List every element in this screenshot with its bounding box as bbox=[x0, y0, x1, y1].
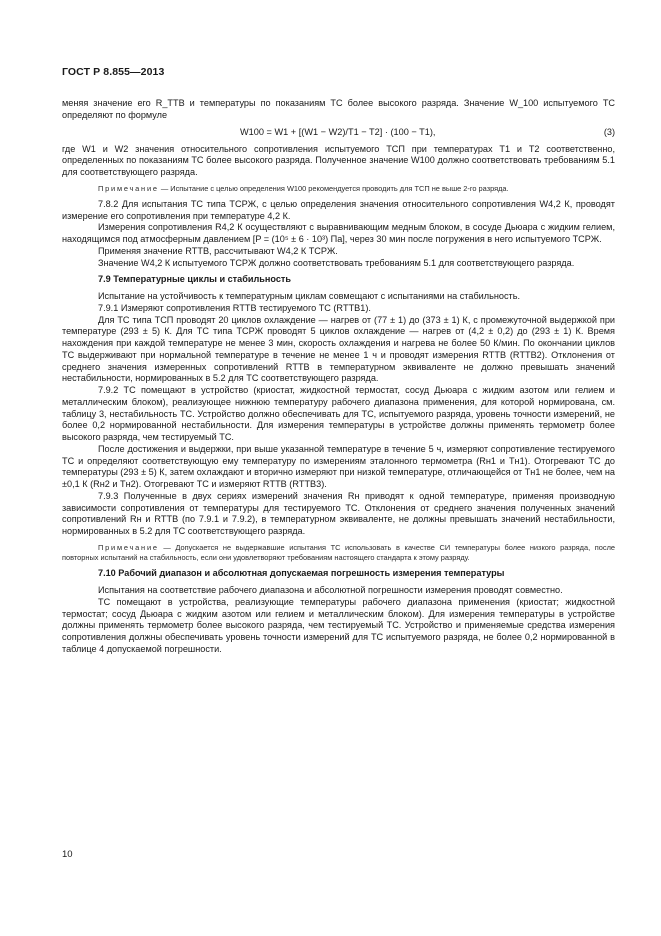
paragraph-7-9-2: 7.9.2 ТС помещают в устройство (криостат, жидкостной термостат, сосуд Дьюара с жидким азотом или гелием и металлическим блоком), реализующее нижнюю температуру рабочего диапазона применения, для которой нормирована, см. таблицу 3, нестабильность ТС. Устройство должно обеспечивать для ТС, испытуемого разряда, уровень точности измерений, не более 0,2 нормированной нестабильности. Для измерения температуры в устройстве должны применять термометр более высокого разряда, чем тестируемый ТС. bbox=[62, 385, 615, 443]
formula-3 bbox=[62, 126, 615, 141]
section-heading-7-9: 7.9 Температурные циклы и стабильность bbox=[98, 274, 291, 285]
paragraph-calc: Применяя значение RТТВ, рассчитывают W4,2 К ТСРЖ. bbox=[98, 245, 338, 256]
note-failed-tests bbox=[62, 543, 615, 563]
note-text: — Испытание с целью определения W100 рекомендуется проводить для ТСП не выше 2-го разряда. bbox=[158, 183, 509, 193]
note-w100 bbox=[62, 184, 615, 194]
intro-paragraph: меняя значение его R_ТТВ и температуры по показаниям ТС более высокого разряда. Значение W_100 испытуемого ТС определяют по формуле bbox=[62, 98, 615, 120]
section-heading-7-10: 7.10 Рабочий диапазон и абсолютная допускаемая погрешность измерения температуры bbox=[98, 568, 505, 579]
paragraph-range-procedure: ТС помещают в устройства, реализующие температуры рабочего диапазона применения (криостат; жидкостной термостат; сосуд Дьюара с жидким азотом или гелием и металлическим блоком). Для измерения температуры в устройстве должны применять термометр более высокого разряда, чем тестируемый ТС. Устройство и применяемые средства измерения сопротивления должны обеспечивать уровень точности измерений для ТС испытуемого разряда, не более 0,2 нормированной в таблице 4 допускаемой погрешности. bbox=[62, 596, 615, 654]
paragraph-cycles-intro: Испытание на устойчивость к температурным циклам совмещают с испытаниями на стабильность. bbox=[98, 291, 520, 302]
page-content bbox=[62, 98, 615, 656]
standard-header: ГОСТ Р 8.855—2013 bbox=[62, 66, 165, 78]
note-label: Примечание bbox=[98, 183, 159, 193]
paragraph-w42-requirement: Значение W4,2 К испытуемого ТСРЖ должно соответствовать требованиям 5.1 для соответствующего разряда. bbox=[98, 257, 575, 268]
page-number: 10 bbox=[62, 849, 73, 860]
note-text: — Допускается не выдержавшие испытания ТС использовать в качестве СИ температуры более низкого разряда, после повторных испытаний на стабильность, если они удовлетворяют требованиям настоящего стандарта к этому разряду. bbox=[62, 542, 615, 563]
paragraph-7-9-1: 7.9.1 Измеряют сопротивления RТТВ тестируемого ТС (RТТВ1). bbox=[98, 302, 371, 313]
note-label: Примечание bbox=[98, 542, 159, 552]
formula-number: (3) bbox=[603, 126, 615, 137]
formula-explanation: где W1 и W2 значения относительного сопротивления испытуемого ТСП при температурах T1 и T2 соответственно, определенных по показаниям ТС более высокого разряда. Полученное значение W100 должно соответствовать требованиям 5.1 для соответствующего разряда. bbox=[62, 143, 615, 177]
paragraph-7-9-3: 7.9.3 Полученные в двух сериях измерений значения Rн приводят к одной температуре, применяя производную зависимости сопротивления от температуры для тестируемого ТС. Отклонения от среднего значения полученных значений сопротивлений Rн и RТТВ (по 7.9.1 и 7.9.2), в температурном эквиваленте, не должны превышать значений нестабильности, нормированных в 5.2 для ТС соответствующего разряда. bbox=[62, 490, 615, 537]
formula-text: W100 = W1 + [(W1 − W2)/T1 − T2] · (100 − T1), bbox=[240, 126, 436, 137]
paragraph-cycles: Для ТС типа ТСП проводят 20 циклов охлаждение — нагрев от (77 ± 1) до (373 ± 1) К, с промежуточной выдержкой при температуре (293 ± 5) К. Для ТС типа ТСРЖ проводят 5 циклов охлаждение — нагрев от (4,2 ± 0,2) до (293 ± 1) К. Время нахождения при каждой температуре не менее 3 мин, скорость охлаждения и нагрева не более 50 К/мин. По окончании циклов ТС выдерживают при нормальной температуре в течение не менее 1 ч и проводят измерения RТТВ (RТТВ2). Отклонения от среднего значения измеренных сопротивлений RТТВ в температурном эквиваленте не должно превышать значений нестабильности, нормированных в 5.2 для ТС соответствующего разряда. bbox=[62, 314, 615, 384]
paragraph-7-8-2: 7.8.2 Для испытания ТС типа ТСРЖ, с целью определения значения относительного сопротивления W4,2 К, проводят измерение его сопротивления при температуре 4,2 К. bbox=[62, 198, 615, 221]
paragraph-resistance-measurement: Измерения сопротивления R4,2 К осуществляют с выравнивающим медным блоком, в сосуде Дьюара с жидким гелием, находящимся под атмосферным давлением [P = (10⁵ ± 6 · 10³) Па], через 30 мин после погружения в него испытуемого ТСРЖ. bbox=[62, 222, 615, 245]
paragraph-after-exposure: После достижения и выдержки, при выше указанной температуре в течение 5 ч, измеряют сопротивление тестируемого ТС и определяют соответствующую ему температуру по измерениям эталонного термометра (Rн1 и Tн1). Отогревают ТС до температуры (293 ± 5) К, затем охлаждают и вторично измеряют при низкой температуре, отличающейся от Tн1 не более, чем на ±0,1 К (Rн2 и Tн2). Отогревают ТС и измеряют RТТВ (RТТВ3). bbox=[62, 443, 615, 490]
paragraph-range-intro: Испытания на соответствие рабочего диапазона и абсолютной погрешности измерения проводят совместно. bbox=[98, 585, 563, 596]
